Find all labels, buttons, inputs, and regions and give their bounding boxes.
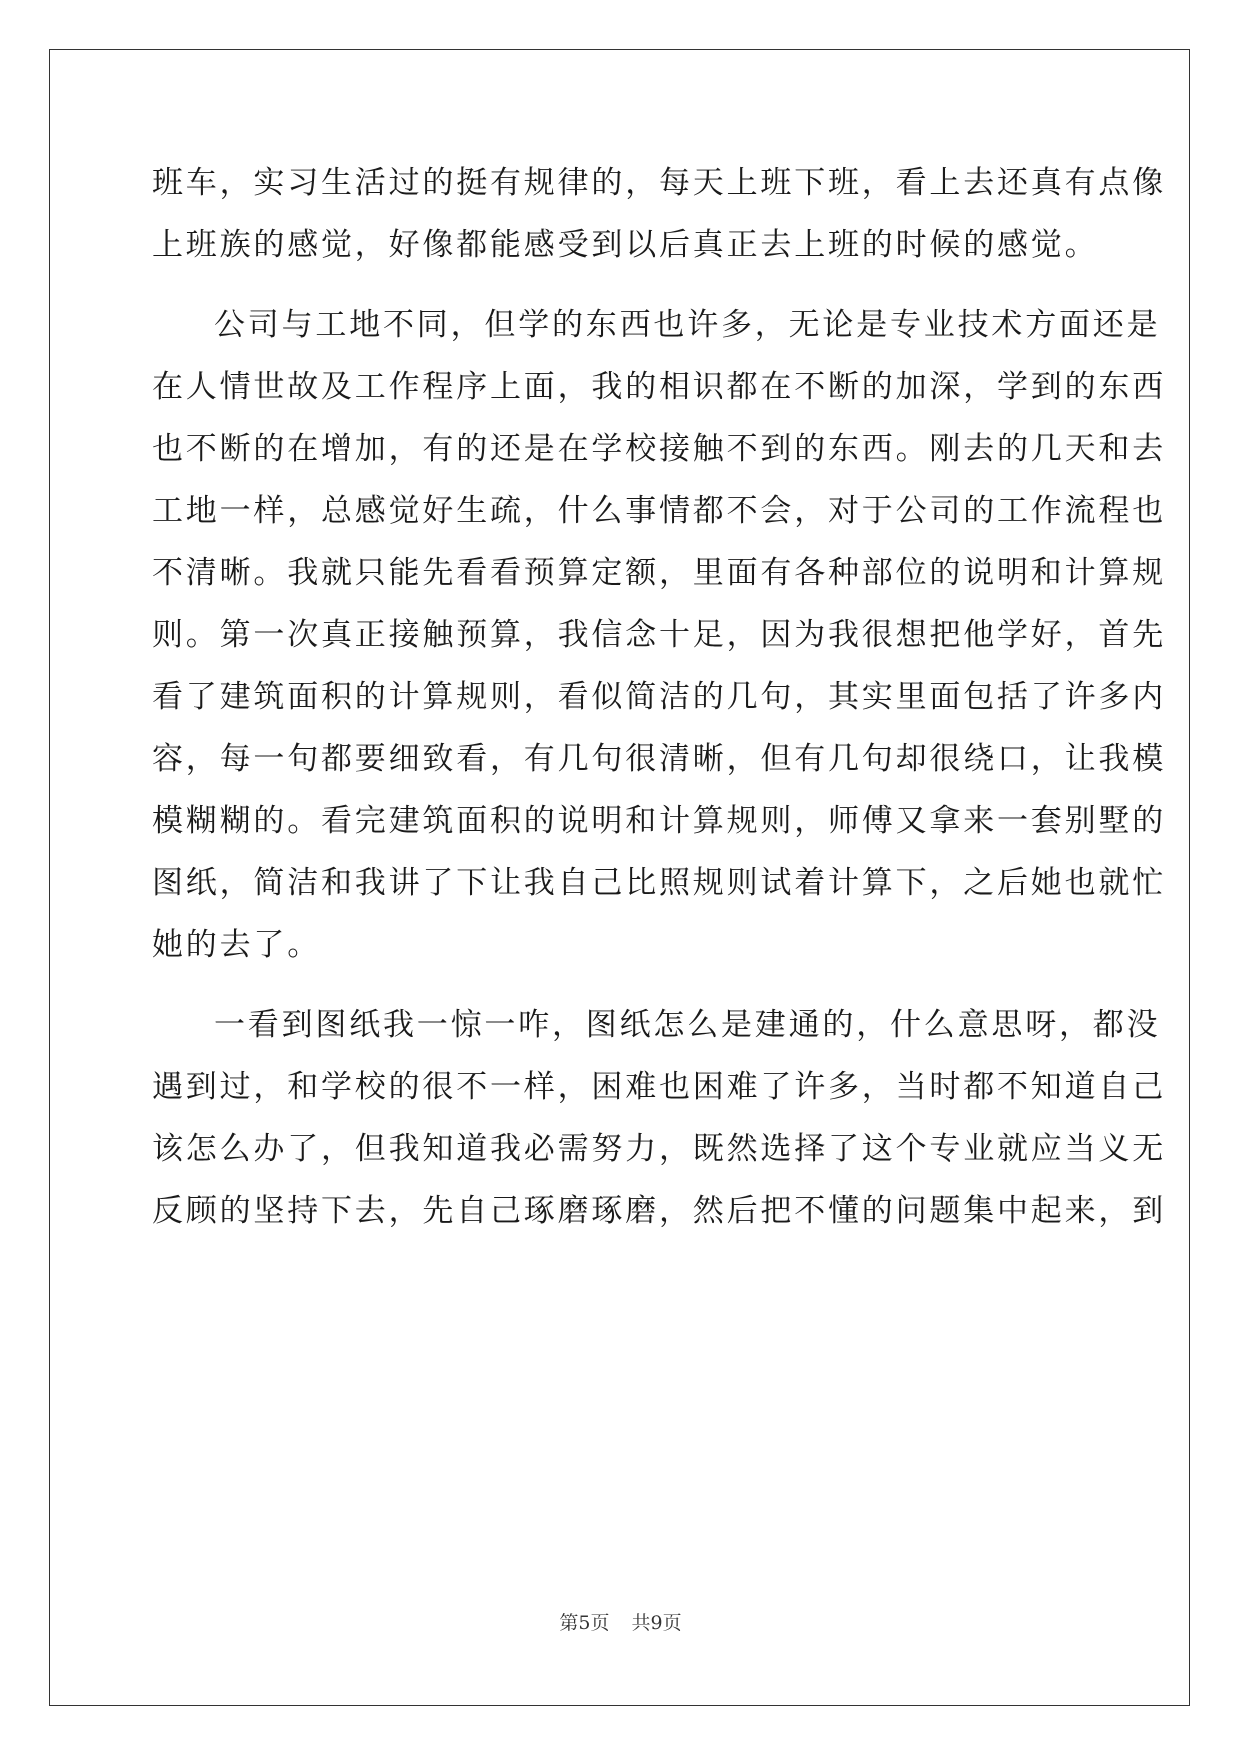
paragraph-3 xyxy=(152,994,1166,1242)
text-line: 模糊糊的。看完建筑面积的说明和计算规则，师傅又拿来一套别墅的 xyxy=(152,803,1166,839)
text-line: 遇到过，和学校的很不一样，困难也困难了许多，当时都不知道自己 xyxy=(152,1069,1166,1105)
text-line: 上班族的感觉，好像都能感受到以后真正去上班的时候的感觉。 xyxy=(152,227,1099,263)
paragraph-2 xyxy=(152,294,1166,976)
text-line: 一看到图纸我一惊一咋，图纸怎么是建通的，什么意思呀，都没 xyxy=(214,1007,1161,1043)
text-line: 容，每一句都要细致看，有几句很清晰，但有几句却很绕口，让我模 xyxy=(152,741,1166,777)
text-line: 看了建筑面积的计算规则，看似简洁的几句，其实里面包括了许多内 xyxy=(152,679,1166,715)
document-body xyxy=(152,152,1166,1242)
page-total: 共9页 xyxy=(631,1612,682,1634)
text-line: 班车，实习生活过的挺有规律的，每天上班下班，看上去还真有点像 xyxy=(152,165,1166,201)
page-number: 第5页 xyxy=(559,1612,610,1634)
text-line: 她的去了。 xyxy=(152,927,321,963)
text-line: 公司与工地不同，但学的东西也许多，无论是专业技术方面还是 xyxy=(214,307,1161,343)
page-footer xyxy=(0,1608,1241,1635)
text-line: 不清晰。我就只能先看看预算定额，里面有各种部位的说明和计算规 xyxy=(152,555,1166,591)
text-line: 工地一样，总感觉好生疏，什么事情都不会，对于公司的工作流程也 xyxy=(152,493,1166,529)
text-line: 也不断的在增加，有的还是在学校接触不到的东西。刚去的几天和去 xyxy=(152,431,1166,467)
text-line: 反顾的坚持下去，先自己琢磨琢磨，然后把不懂的问题集中起来，到 xyxy=(152,1193,1166,1229)
text-line: 图纸，简洁和我讲了下让我自己比照规则试着计算下，之后她也就忙 xyxy=(152,865,1166,901)
text-line: 则。第一次真正接触预算，我信念十足，因为我很想把他学好，首先 xyxy=(152,617,1166,653)
text-line: 该怎么办了，但我知道我必需努力，既然选择了这个专业就应当义无 xyxy=(152,1131,1166,1167)
text-line: 在人情世故及工作程序上面，我的相识都在不断的加深，学到的东西 xyxy=(152,369,1166,405)
paragraph-1 xyxy=(152,152,1166,276)
